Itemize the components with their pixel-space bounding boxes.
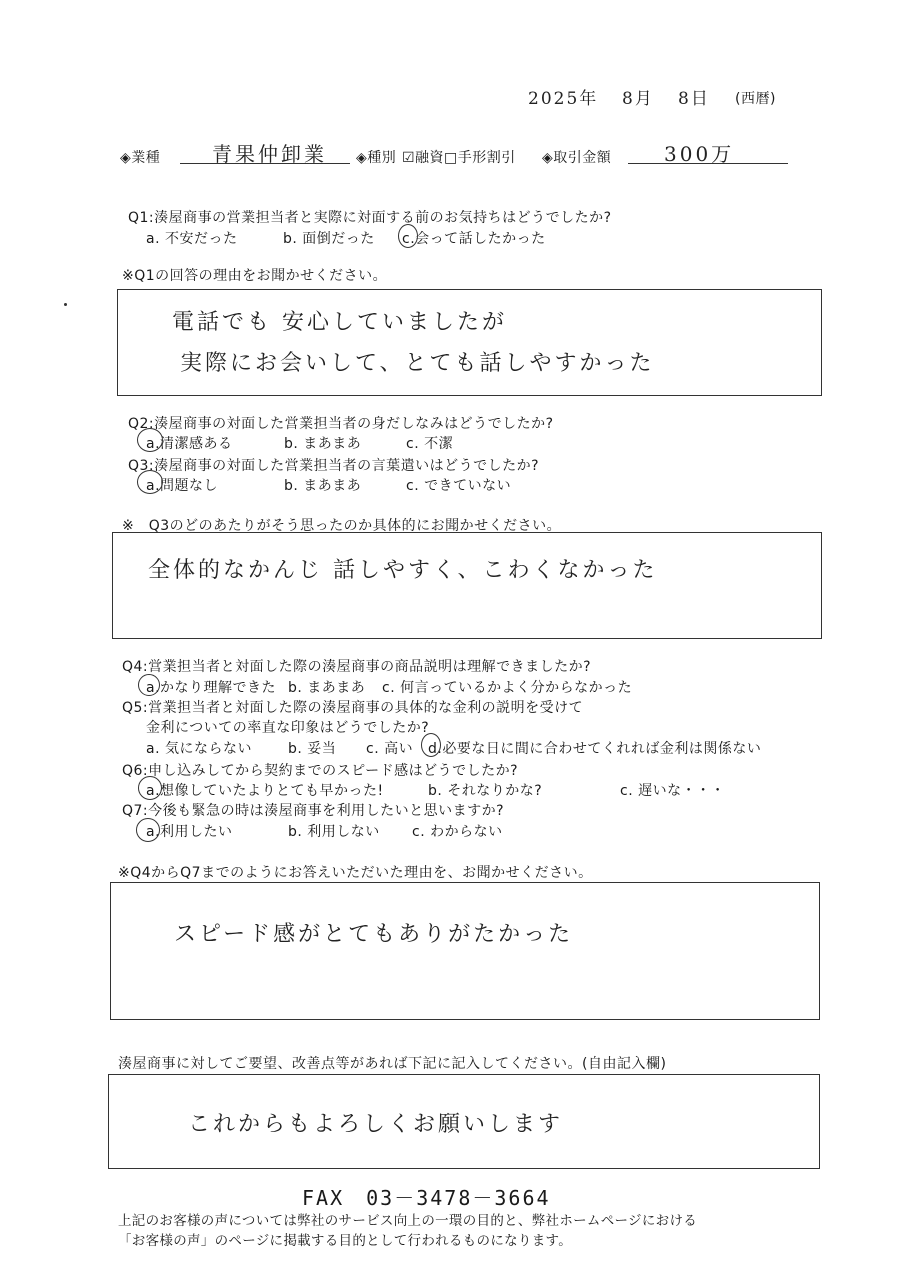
q1-option-c: c.会って話したかった bbox=[402, 231, 546, 247]
free-answer: これからもよろしくお願いします bbox=[188, 1112, 564, 1137]
q5-option-c: c. 高い bbox=[366, 741, 414, 757]
type-label: ◈種別 bbox=[356, 150, 397, 166]
industry-label: ◈業種 bbox=[120, 150, 161, 166]
q3-selected-circle bbox=[137, 470, 163, 494]
q5-option-a: a. 気にならない bbox=[146, 741, 252, 757]
date-year: 2025年 bbox=[528, 89, 599, 109]
date-day: 8日 bbox=[678, 89, 710, 109]
q3-option-b: b. まあまあ bbox=[284, 478, 362, 494]
q6-option-c: c. 遅いな・・・ bbox=[620, 783, 726, 799]
q1-option-b: b. 面倒だった bbox=[283, 231, 375, 247]
date-era: (西暦) bbox=[735, 91, 776, 107]
q4-option-c: c. 何言っているかよく分からなかった bbox=[382, 680, 633, 696]
q5-selected-circle bbox=[421, 733, 441, 757]
q7-option-a: a.利用したい bbox=[146, 824, 233, 840]
q1-reason-label: ※Q1の回答の理由をお聞かせください。 bbox=[122, 268, 388, 284]
q7-selected-circle bbox=[136, 818, 160, 842]
amount-underline bbox=[628, 163, 788, 164]
q6-option-a: a.想像していたよりとても早かった! bbox=[146, 783, 384, 799]
q2-option-a: a.清潔感ある bbox=[146, 436, 233, 452]
q1-reason-line2: 実際にお会いして、とても話しやすかった bbox=[180, 351, 655, 376]
date-month: 8月 bbox=[622, 89, 654, 109]
q4-7-reason-answer: スピード感がとてもありがたかった bbox=[174, 922, 574, 947]
stray-mark bbox=[64, 303, 67, 306]
q2-selected-circle bbox=[137, 428, 163, 452]
free-label: 湊屋商事に対してご要望、改善点等があれば下記に記入してください。(自由記入欄) bbox=[118, 1056, 667, 1072]
q3-option-a: a.問題なし bbox=[146, 478, 219, 494]
q3-detail-answer: 全体的なかんじ 話しやすく、こわくなかった bbox=[148, 558, 658, 583]
q4-7-reason-box bbox=[110, 882, 820, 1020]
q6-option-b: b. それなりかな? bbox=[428, 783, 543, 799]
q6-question: Q6:申し込みしてから契約までのスピード感はどうでしたか? bbox=[122, 763, 519, 779]
industry-underline bbox=[180, 163, 350, 164]
q5-question-line1: Q5:営業担当者と対面した際の湊屋商事の具体的な金利の説明を受けて bbox=[122, 700, 584, 716]
q2-question: Q2:湊屋商事の対面した営業担当者の身だしなみはどうでしたか? bbox=[128, 416, 554, 432]
q4-selected-circle bbox=[138, 674, 160, 696]
q5-question-line2: 金利についての率直な印象はどうでしたか? bbox=[146, 720, 430, 736]
q7-question: Q7:今後も緊急の時は湊屋商事を利用したいと思いますか? bbox=[122, 803, 505, 819]
q3-option-c: c. できていない bbox=[406, 478, 512, 494]
q7-option-b: b. 利用しない bbox=[288, 824, 380, 840]
q1-option-a: a. 不安だった bbox=[146, 231, 238, 247]
footer-note-line1: 上記のお客様の声については弊社のサービス向上の一環の目的と、弊社ホームページにおける bbox=[118, 1213, 698, 1229]
q1-reason-line1: 電話でも 安心していましたが bbox=[172, 310, 507, 335]
q4-7-reason-label: ※Q4からQ7までのようにお答えいただいた理由を、お聞かせください。 bbox=[118, 865, 593, 881]
amount-value: 300万 bbox=[664, 142, 735, 166]
q1-question: Q1:湊屋商事の営業担当者と実際に対面する前のお気持ちはどうでしたか? bbox=[128, 210, 612, 226]
q7-option-c: c. わからない bbox=[412, 824, 503, 840]
q4-option-b: b. まあまあ bbox=[288, 680, 366, 696]
amount-label: ◈取引金額 bbox=[542, 150, 612, 166]
type-options: ☑融資□手形割引 bbox=[402, 150, 516, 166]
q4-question: Q4:営業担当者と対面した際の湊屋商事の商品説明は理解できましたか? bbox=[122, 659, 592, 675]
industry-value: 青果仲卸業 bbox=[212, 142, 327, 166]
fax-number: FAX 03－3478－3664 bbox=[302, 1186, 551, 1210]
q3-question: Q3:湊屋商事の対面した営業担当者の言葉遣いはどうでしたか? bbox=[128, 458, 540, 474]
q2-option-c: c. 不潔 bbox=[406, 436, 454, 452]
q5-option-d: d.必要な日に間に合わせてくれれば金利は関係ない bbox=[428, 741, 762, 757]
footer-note-line2: 「お客様の声」のページに掲載する目的として行われるものになります。 bbox=[118, 1233, 573, 1249]
q6-selected-circle bbox=[138, 776, 162, 800]
q2-option-b: b. まあまあ bbox=[284, 436, 362, 452]
q3-detail-label: ※ Q3のどのあたりがそう思ったのか具体的にお聞かせください。 bbox=[122, 518, 562, 534]
q3-detail-box bbox=[112, 532, 822, 639]
q4-option-a: a.かなり理解できた bbox=[146, 680, 277, 696]
q1-selected-circle bbox=[398, 224, 418, 248]
q5-option-b: b. 妥当 bbox=[288, 741, 337, 757]
